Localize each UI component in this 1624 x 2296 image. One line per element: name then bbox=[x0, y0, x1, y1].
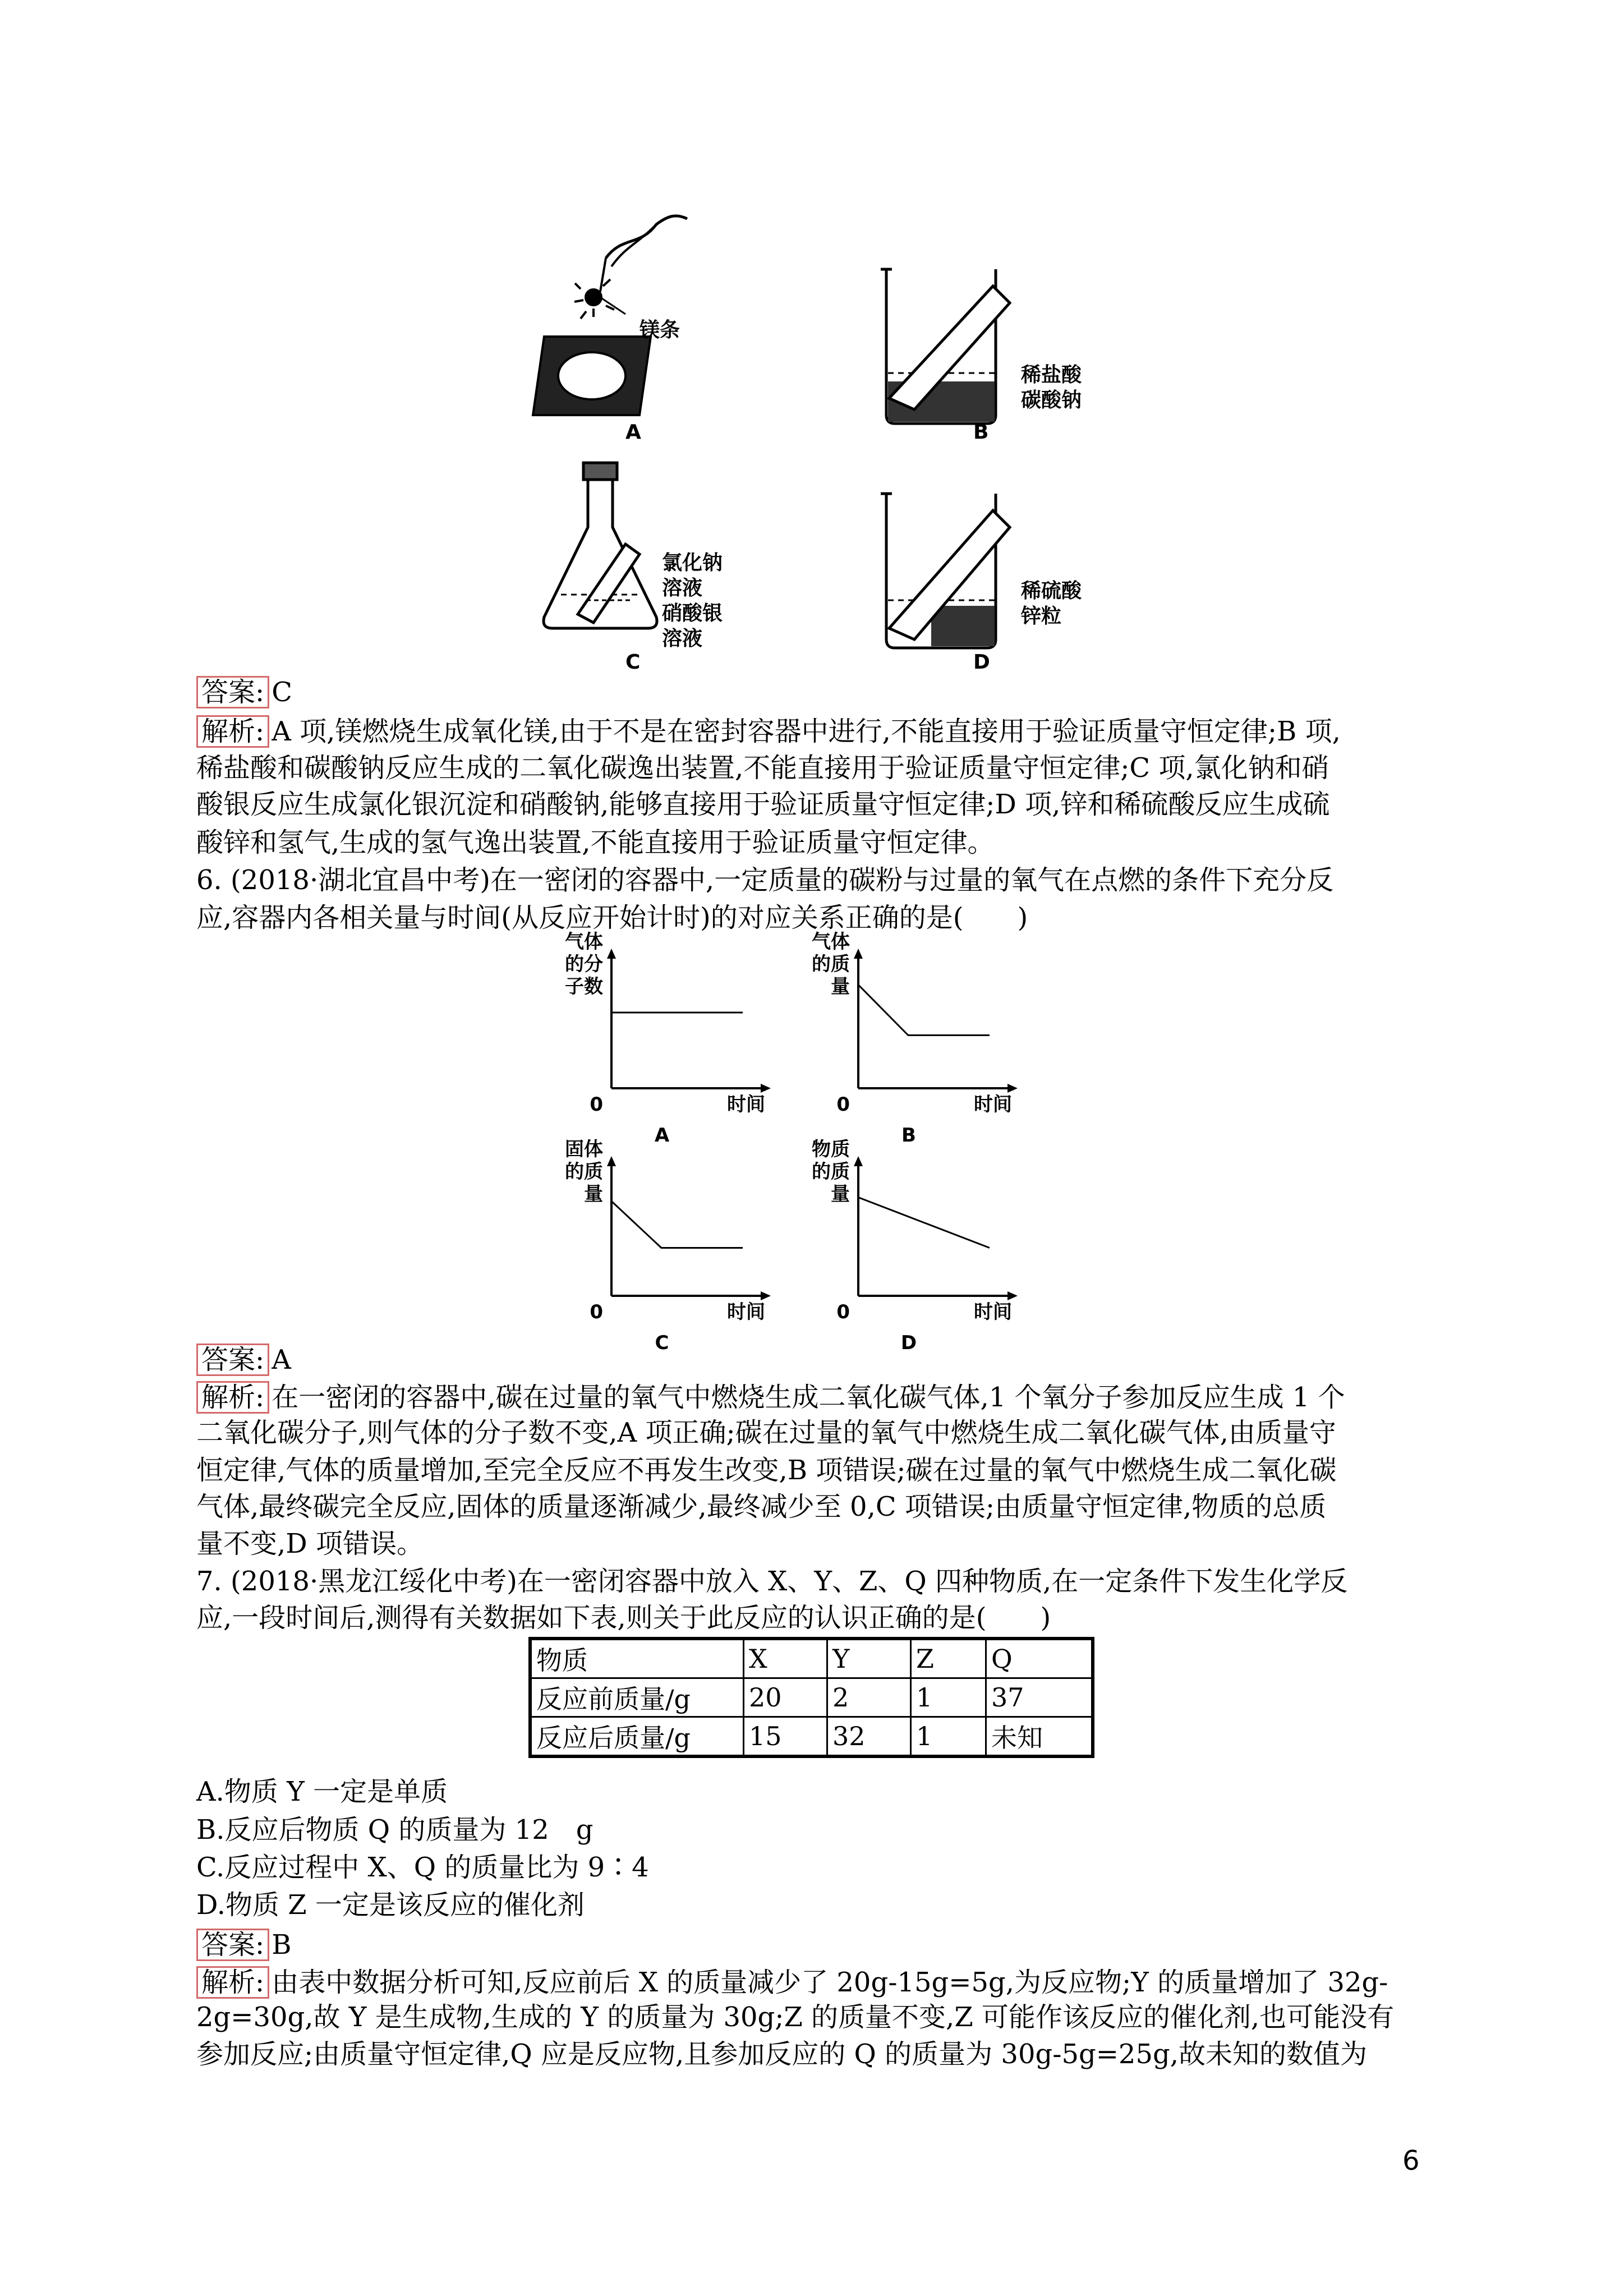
table-cell: 1 bbox=[911, 1717, 986, 1757]
y-axis-arrow bbox=[607, 1156, 616, 1166]
q6-analysis-line-1 bbox=[196, 1381, 1345, 1414]
apparatus-a-label: A bbox=[625, 421, 641, 444]
q5-analysis-line-2: 稀盐酸和碳酸钠反应生成的二氧化碳逸出装置,不能直接用于验证质量守恒定律;C 项,氯化钠和硝 bbox=[196, 752, 1329, 784]
x-axis-arrow bbox=[761, 1291, 771, 1300]
apparatus-d-drawing bbox=[881, 494, 1010, 648]
q6-analysis-line-3: 恒定律,气体的质量增加,至完全反应不再发生改变,B 项错误;碳在过量的氧气中燃烧生成二氧化碳 bbox=[196, 1455, 1337, 1486]
q6-analysis-text: 在一密闭的容器中,碳在过量的氧气中燃烧生成二氧化碳气体,1 个氧分子参加反应生成 1 个 bbox=[272, 1382, 1345, 1413]
table-cell: Z bbox=[911, 1639, 986, 1678]
apparatus-c-label: C bbox=[625, 651, 641, 674]
table-cell: 未知 bbox=[986, 1717, 1093, 1757]
table-cell: 物质 bbox=[530, 1639, 744, 1678]
q7-answer: B bbox=[272, 1929, 292, 1961]
q7-data-table bbox=[528, 1637, 1094, 1758]
origin-label: 0 bbox=[836, 1093, 850, 1116]
y-axis-label: 的质 bbox=[812, 953, 850, 976]
apparatus-b-annotation-1: 稀盐酸 bbox=[1021, 364, 1082, 386]
table-cell: Q bbox=[986, 1639, 1093, 1678]
q7-option-c: C.反应过程中 X、Q 的质量比为 9∶4 bbox=[196, 1852, 649, 1883]
q6-analysis-tag: 解析: bbox=[196, 1381, 269, 1414]
q7-option-a: A.物质 Y 一定是单质 bbox=[196, 1776, 448, 1807]
apparatus-a-annotation: 镁条 bbox=[640, 319, 680, 342]
y-axis-label: 固体 bbox=[565, 1138, 603, 1161]
y-axis-label: 气体 bbox=[812, 931, 850, 953]
q6-stem-line-2: 应,容器内各相关量与时间(从反应开始计时)的对应关系正确的是( ) bbox=[196, 902, 1028, 933]
q7-analysis-line-1 bbox=[196, 1966, 1388, 1999]
y-axis-label: 量 bbox=[831, 976, 850, 998]
chart-panel-label: B bbox=[901, 1124, 916, 1147]
origin-label: 0 bbox=[590, 1093, 603, 1116]
apparatus-c-annotation-2: 溶液 bbox=[662, 577, 703, 600]
x-axis-label: 时间 bbox=[974, 1301, 1012, 1323]
q7-option-b: B.反应后物质 Q 的质量为 12 g bbox=[196, 1814, 594, 1846]
apparatus-c-annotation-4: 溶液 bbox=[662, 627, 703, 650]
table-cell: 反应前质量/g bbox=[530, 1678, 744, 1717]
apparatus-c-annotation-3: 硝酸银 bbox=[662, 602, 723, 625]
q6-chart-canvas bbox=[565, 931, 1077, 1354]
q5-answer-line bbox=[196, 676, 292, 708]
y-axis-label: 的质 bbox=[812, 1161, 850, 1183]
q6-answer-line bbox=[196, 1343, 291, 1376]
x-axis-label: 时间 bbox=[727, 1093, 765, 1116]
series-line bbox=[611, 1201, 743, 1248]
q6-analysis-line-5: 量不变,D 项错误。 bbox=[196, 1528, 424, 1559]
y-axis-label: 量 bbox=[584, 1183, 603, 1205]
table-cell: 15 bbox=[744, 1717, 827, 1757]
series-line bbox=[858, 1198, 990, 1248]
q7-option-d: D.物质 Z 一定是该反应的催化剂 bbox=[196, 1889, 585, 1921]
chart-panel-label: A bbox=[654, 1124, 670, 1147]
q7-stem-line-1: 7. (2018·黑龙江绥化中考)在一密闭容器中放入 X、Y、Z、Q 四种物质,在一定条件下发生化学反 bbox=[196, 1566, 1348, 1597]
table-cell: 反应后质量/g bbox=[530, 1717, 744, 1757]
chart-d bbox=[812, 1138, 1018, 1354]
q7-analysis-tag: 解析: bbox=[196, 1966, 269, 1999]
q6-answer-tag: 答案: bbox=[196, 1343, 269, 1376]
table-cell: 2 bbox=[827, 1678, 911, 1717]
apparatus-d-annotation-2: 锌粒 bbox=[1021, 605, 1062, 628]
apparatus-c-annotation-1: 氯化钠 bbox=[662, 551, 723, 574]
y-axis-label: 量 bbox=[831, 1183, 850, 1205]
apparatus-d-annotation-1: 稀硫酸 bbox=[1021, 579, 1082, 602]
origin-label: 0 bbox=[836, 1301, 850, 1323]
table-cell: 37 bbox=[986, 1678, 1093, 1717]
table-cell: 1 bbox=[911, 1678, 986, 1717]
y-axis-arrow bbox=[854, 1156, 863, 1166]
q5-analysis-line-4: 酸锌和氢气,生成的氢气逸出装置,不能直接用于验证质量守恒定律。 bbox=[196, 827, 995, 858]
chart-panel-label: C bbox=[655, 1332, 669, 1354]
q5-analysis-line-1 bbox=[196, 715, 1341, 748]
q7-answer-tag: 答案: bbox=[196, 1929, 269, 1961]
q7-analysis-line-2: 2g=30g,故 Y 是生成物,生成的 Y 的质量为 30g;Z 的质量不变,Z 可能作该反应的催化剂,也可能没有 bbox=[196, 2001, 1395, 2033]
q7-answer-line bbox=[196, 1929, 291, 1961]
x-axis-label: 时间 bbox=[974, 1093, 1012, 1116]
chart-panel-label: D bbox=[900, 1332, 917, 1354]
y-axis-arrow bbox=[854, 949, 863, 959]
q5-answer: C bbox=[272, 677, 292, 708]
y-axis-label: 子数 bbox=[565, 976, 603, 998]
table-row bbox=[530, 1678, 1093, 1717]
page-number: 6 bbox=[1402, 2145, 1420, 2177]
x-axis-label: 时间 bbox=[727, 1301, 765, 1323]
chart-a bbox=[565, 931, 771, 1147]
x-axis-arrow bbox=[1007, 1291, 1018, 1300]
x-axis-arrow bbox=[1007, 1084, 1018, 1093]
apparatus-b-annotation-2: 碳酸钠 bbox=[1021, 389, 1082, 412]
q7-analysis-text: 由表中数据分析可知,反应前后 X 的质量减少了 20g-15g=5g,为反应物;Y 的质量增加了 32g- bbox=[272, 1967, 1388, 1998]
apparatus-b-drawing bbox=[881, 269, 1010, 424]
q6-answer: A bbox=[272, 1344, 291, 1375]
q6-stem-line-1: 6. (2018·湖北宜昌中考)在一密闭的容器中,一定质量的碳粉与过量的氧气在点燃的条件下充分反 bbox=[196, 864, 1334, 896]
q5-analysis-line-3: 酸银反应生成氯化银沉淀和硝酸钠,能够直接用于验证质量守恒定律;D 项,锌和稀硫酸反应生成硫 bbox=[196, 789, 1330, 820]
origin-label: 0 bbox=[590, 1301, 603, 1323]
y-axis-arrow bbox=[607, 949, 616, 959]
y-axis-label: 气体 bbox=[565, 931, 603, 953]
table-cell: 20 bbox=[744, 1678, 827, 1717]
apparatus-d-label: D bbox=[973, 651, 990, 674]
apparatus-b-label: B bbox=[973, 421, 989, 444]
q5-analysis-tag: 解析: bbox=[196, 715, 269, 748]
table-cell: X bbox=[744, 1639, 827, 1678]
q5-analysis-text: A 项,镁燃烧生成氧化镁,由于不是在密封容器中进行,不能直接用于验证质量守恒定律;B 项, bbox=[272, 716, 1341, 747]
table-cell: 32 bbox=[827, 1717, 911, 1757]
x-axis-arrow bbox=[761, 1084, 771, 1093]
q7-stem-line-2: 应,一段时间后,测得有关数据如下表,则关于此反应的认识正确的是( ) bbox=[196, 1602, 1051, 1634]
q6-analysis-line-4: 气体,最终碳完全反应,固体的质量逐渐减少,最终减少至 0,C 项错误;由质量守恒定律,物质的总质 bbox=[196, 1491, 1327, 1522]
y-axis-label: 物质 bbox=[812, 1138, 850, 1161]
chart-b bbox=[812, 931, 1018, 1147]
q5-answer-tag: 答案: bbox=[196, 676, 269, 708]
apparatus-c-drawing bbox=[544, 463, 657, 628]
series-line bbox=[858, 985, 990, 1036]
y-axis-label: 的质 bbox=[565, 1161, 603, 1183]
table-cell: Y bbox=[827, 1639, 911, 1678]
y-axis-label: 的分 bbox=[565, 953, 603, 976]
table-row bbox=[530, 1639, 1093, 1678]
q6-analysis-line-2: 二氧化碳分子,则气体的分子数不变,A 项正确;碳在过量的氧气中燃烧生成二氧化碳气体,由质量守 bbox=[196, 1417, 1336, 1448]
chart-c bbox=[565, 1138, 771, 1354]
table-row bbox=[530, 1717, 1093, 1757]
q7-analysis-line-3: 参加反应;由质量守恒定律,Q 应是反应物,且参加反应的 Q 的质量为 30g-5g=25g,故未知的数值为 bbox=[196, 2039, 1367, 2070]
